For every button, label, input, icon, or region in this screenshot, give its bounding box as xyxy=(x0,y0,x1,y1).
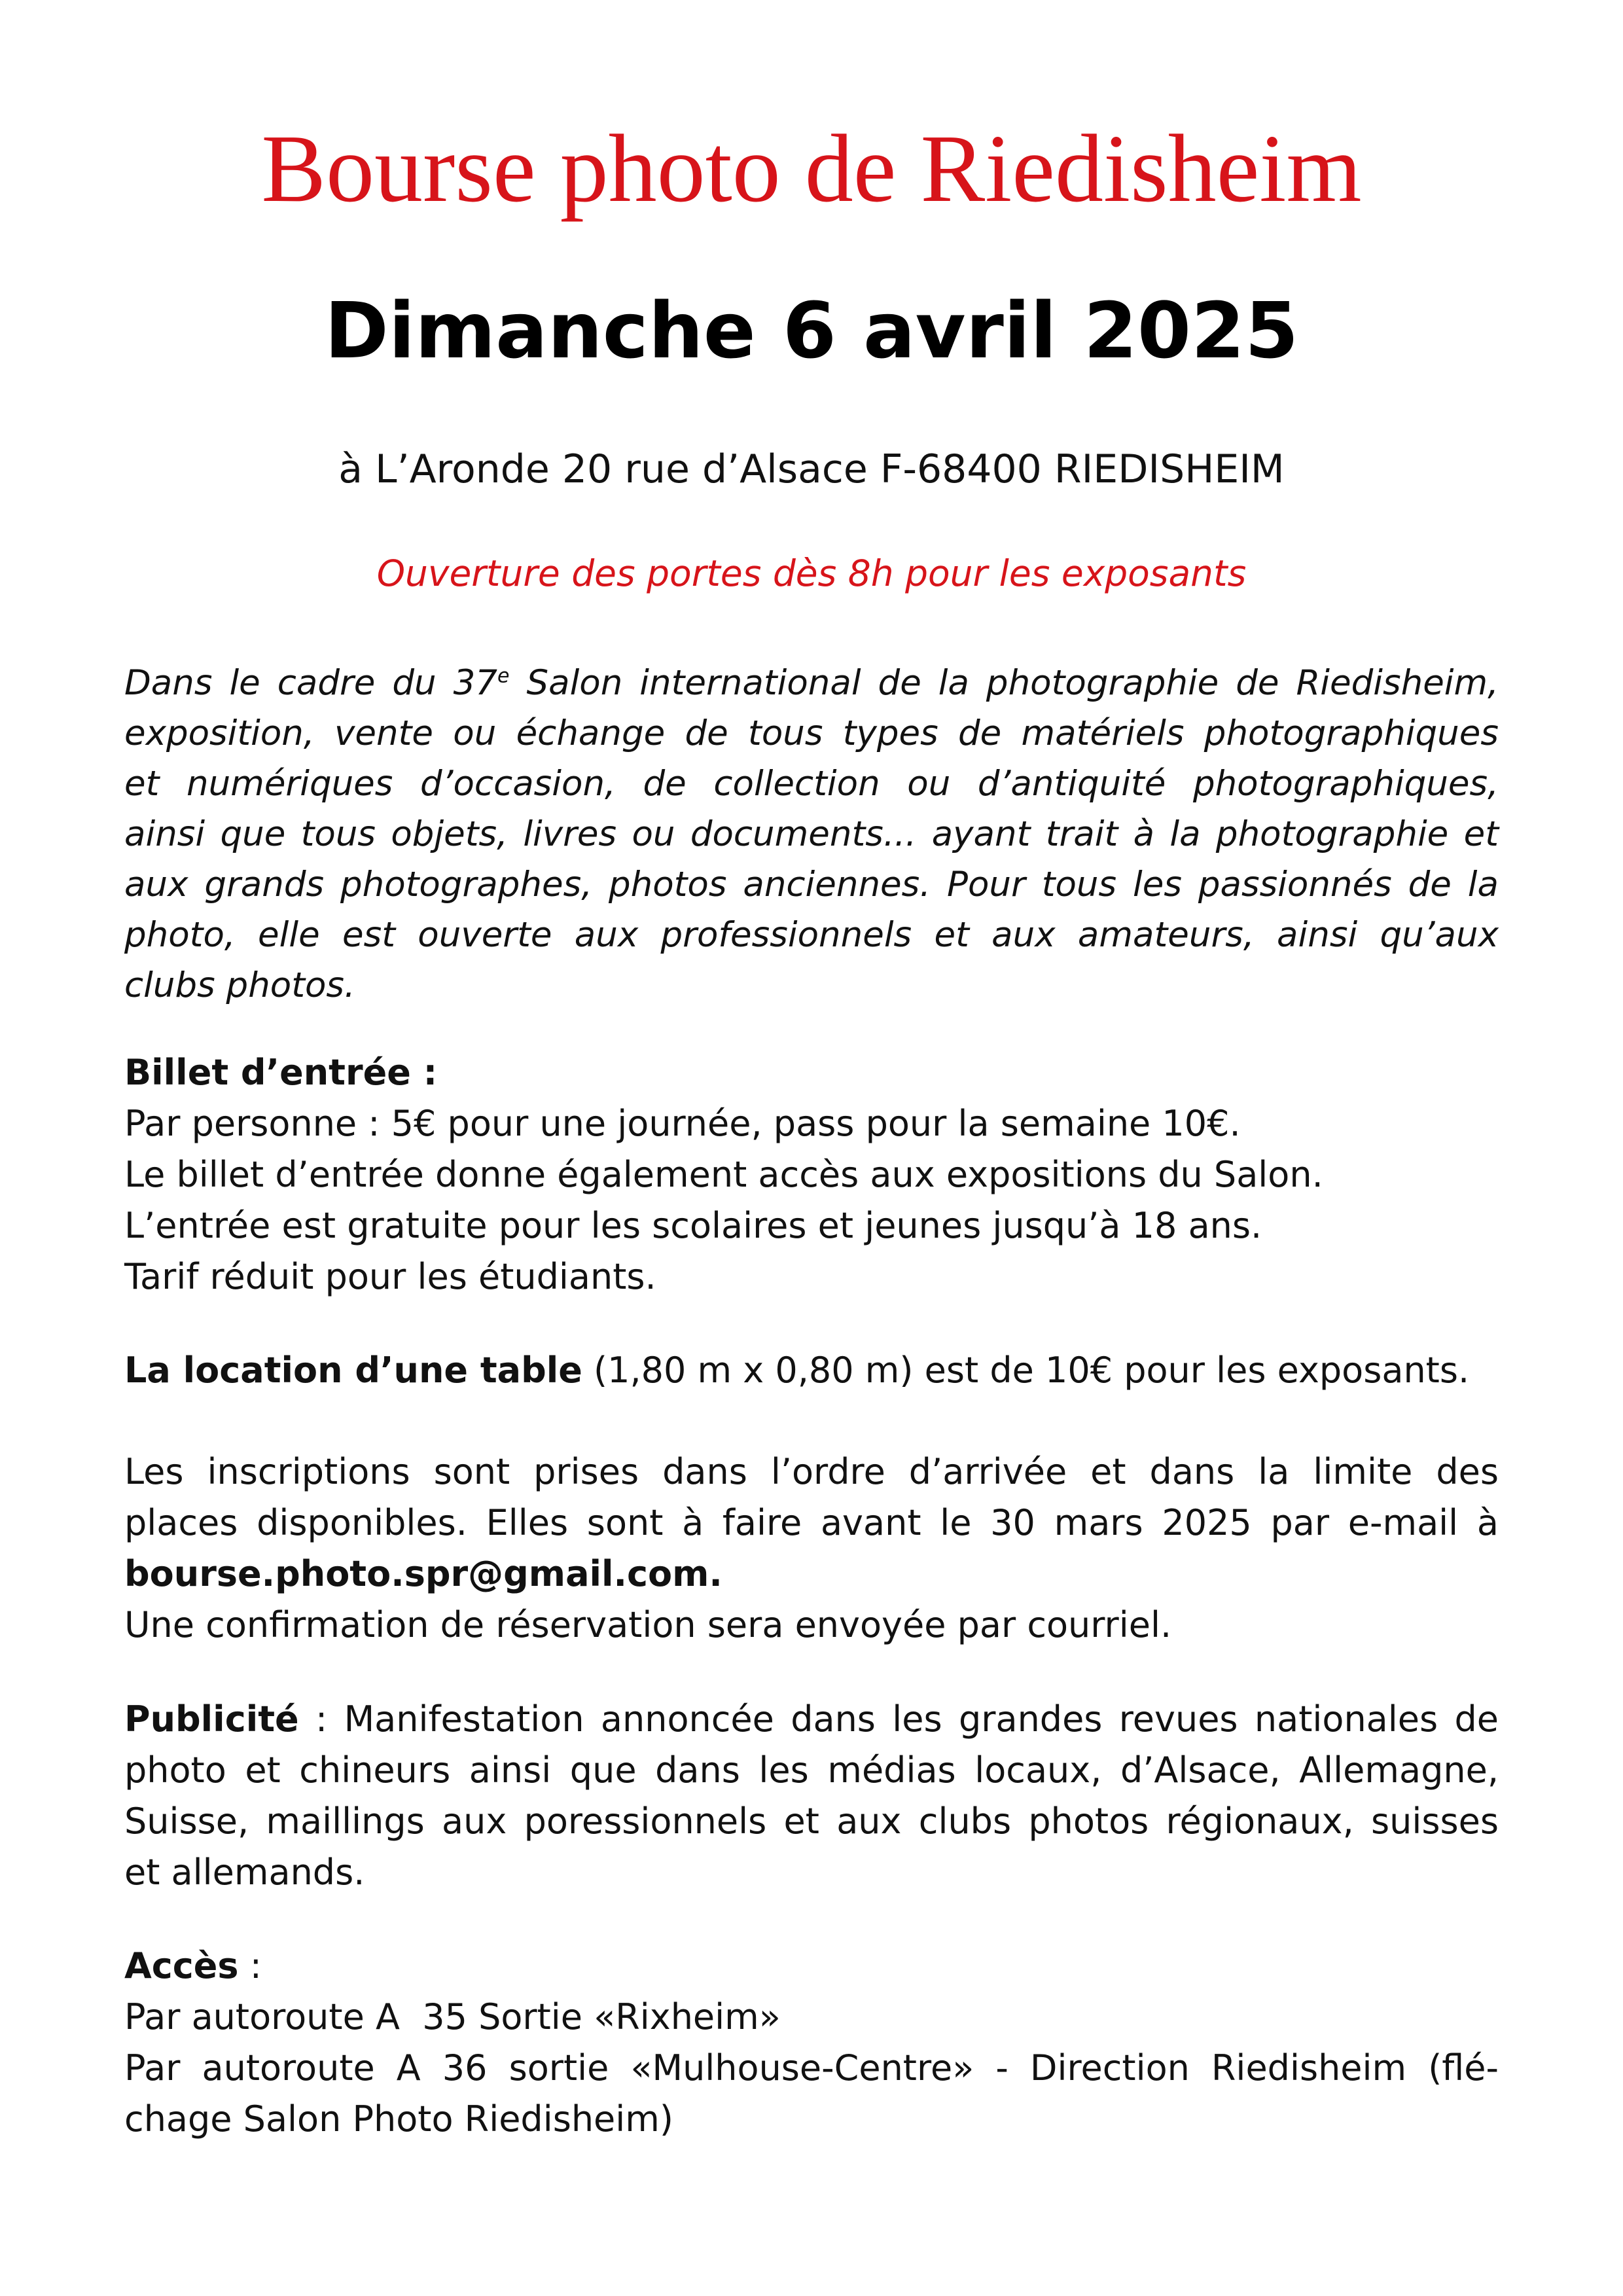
table-rental-line xyxy=(124,1345,1499,1396)
publicity-line: photo et chineurs ainsi que dans les médias locaux, d’Alsace, Allemagne, xyxy=(124,1749,1499,1791)
table-rental-bold: La location d’une table xyxy=(124,1350,582,1391)
intro-paragraph xyxy=(124,658,1499,1011)
intro-text: Dans le cadre du 37 xyxy=(124,663,498,703)
intro-line: photo, elle est ouverte aux professionnels et aux amateurs, ainsi qu’aux xyxy=(124,915,1499,955)
registration-line: Les inscriptions sont prises dans l’ordre d’arrivée et dans la limite des xyxy=(124,1451,1499,1492)
publicity-bold: Publicité xyxy=(124,1698,299,1740)
table-rental-section xyxy=(124,1345,1499,1396)
intro-line: et numériques d’occasion, de collection ou d’antiquité photographiques, xyxy=(124,764,1499,804)
intro-text: Salon international de la photographie de Riedisheim, xyxy=(509,663,1499,703)
opening-notice: Ouverture des portes dès 8h pour les exposants xyxy=(376,552,1247,594)
registration-email-line xyxy=(124,1549,1499,1600)
registration-section xyxy=(124,1446,1499,1651)
access-heading-line xyxy=(124,1941,1499,1992)
table-rental-text: (1,80 m x 0,80 m) est de 10€ pour les exposants. xyxy=(582,1350,1470,1391)
intro-line xyxy=(124,658,1499,708)
ticket-heading: Billet d’entrée : xyxy=(124,1052,438,1093)
access-line: chage Salon Photo Riedisheim) xyxy=(124,2098,673,2140)
ticket-section xyxy=(124,1047,1499,1302)
ticket-line: L’entrée est gratuite pour les scolaires et jeunes jusqu’à 18 ans. xyxy=(124,1205,1262,1246)
access-line: Par autoroute A 35 Sortie «Rixheim» xyxy=(124,1996,781,2037)
intro-line: ainsi que tous objets, livres ou documents... ayant trait à la photographie et xyxy=(124,814,1499,854)
registration-email: bourse.photo.spr@gmail.com. xyxy=(124,1553,722,1594)
publicity-section xyxy=(124,1694,1499,1898)
access-section xyxy=(124,1941,1499,2145)
registration-line: places disponibles. Elles sont à faire avant le 30 mars 2025 par e-mail à xyxy=(124,1502,1499,1543)
ticket-line: Le billet d’entrée donne également accès aux expositions du Salon. xyxy=(124,1154,1323,1195)
intro-line: clubs photos. xyxy=(124,965,355,1005)
publicity-line: Suisse, maillings aux poressionnels et aux clubs photos régionaux, suisses xyxy=(124,1801,1499,1842)
intro-line: exposition, vente ou échange de tous types de matériels photographiques xyxy=(124,713,1499,753)
publicity-line xyxy=(124,1694,1499,1745)
ticket-line: Par personne : 5€ pour une journée, pass pour la semaine 10€. xyxy=(124,1103,1241,1144)
publicity-line: et allemands. xyxy=(124,1852,365,1893)
flyer-title: Bourse photo de Riedisheim xyxy=(261,115,1362,223)
access-bold: Accès xyxy=(124,1945,239,1986)
publicity-text: : Manifestation annoncée dans les grandes revues nationales de xyxy=(298,1698,1499,1740)
superscript-e: e xyxy=(497,664,510,688)
event-address: à L’Aronde 20 rue d’Alsace F-68400 RIEDISHEIM xyxy=(338,446,1285,492)
event-date: Dimanche 6 avril 2025 xyxy=(324,285,1299,376)
ticket-line: Tarif réduit pour les étudiants. xyxy=(124,1256,656,1297)
intro-line: aux grands photographes, photos anciennes. Pour tous les passionnés de la xyxy=(124,865,1499,905)
registration-line: Une confirmation de réservation sera envoyée par courriel. xyxy=(124,1604,1172,1645)
access-line: Par autoroute A 36 sortie «Mulhouse-Centre» - Direction Riedisheim (flé- xyxy=(124,2047,1499,2089)
access-colon: : xyxy=(238,1945,262,1986)
ticket-heading-line xyxy=(124,1047,1499,1098)
